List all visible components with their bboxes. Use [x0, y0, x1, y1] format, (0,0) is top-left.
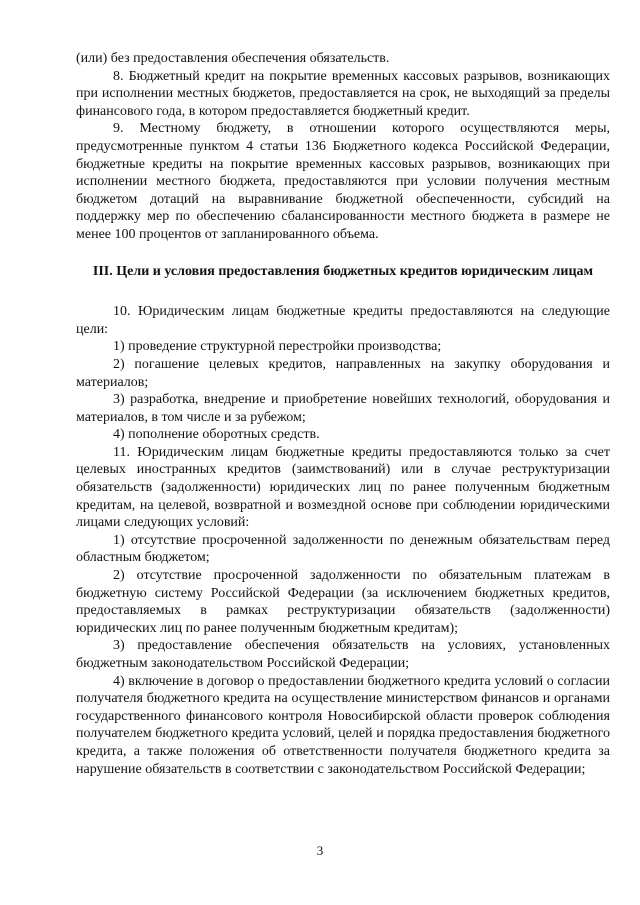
- paragraph-10: 10. Юридическим лицам бюджетные кредиты предоставляются на следующие цели:: [76, 304, 610, 337]
- section-heading: III. Цели и условия предоставления бюджетных кредитов юридическим лицам: [92, 263, 594, 279]
- paragraph-9: 9. Местному бюджету, в отношении которого осуществляются меры, предусмотренные пунктом 4 статьи 136 Бюджетного кодекса Российской Федерации, бюджетные кредиты на покрытие временных кассовых разрывов, возникающих при исполнении местного бюджета, предоставляются при условии получения местным бюджетом дотаций на выравнивание бюджетной обеспеченности, субсидий на поддержку мер по обеспечению сбалансированности местного бюджета в размере не менее 100 процентов от запланированного объема.: [76, 121, 610, 242]
- paragraph-11-item-4: 4) включение в договор о предоставлении бюджетного кредита условий о согласии получателя бюджетного кредита на осуществление министерством финансов и органами государственного финансового контроля Новосибирской области проверок соблюдения получателем бюджетного кредита условий, целей и порядка предоставления бюджетного кредита, а также положения об ответственности получателя бюджетного кредита за нарушение обязательств в соответствии с законодательством Российской Федерации;: [76, 673, 610, 777]
- paragraph-11: 11. Юридическим лицам бюджетные кредиты предоставляются только за счет целевых иностранных кредитов (заимствований) или в случае реструктуризации обязательств (задолженности) юридических лиц по ранее полученным бюджетным кредитам, на целевой, возвратной и возмездной основе при соблюдении юридическими лицами следующих условий:: [76, 444, 610, 531]
- page-number: 3: [316, 843, 324, 858]
- paragraph-10-item-4: 4) пополнение оборотных средств.: [113, 427, 320, 443]
- paragraph-11-item-1: 1) отсутствие просроченной задолженности по денежным обязательствам перед областным бюджетом;: [76, 532, 610, 566]
- document-page: [76, 50, 610, 778]
- paragraph-continuation: (или) без предоставления обеспечения обязательств.: [76, 51, 390, 66]
- paragraph-11-item-3: 3) предоставление обеспечения обязательств на условиях, установленных бюджетным законодательством Российской Федерации;: [76, 638, 610, 671]
- paragraph-8: 8. Бюджетный кредит на покрытие временных кассовых разрывов, возникающих при исполнении местных бюджетов, предоставляется на срок, не выходящий за пределы финансового года, в котором предоставляется бюджетный кредит.: [76, 68, 610, 119]
- paragraph-10-item-1: 1) проведение структурной перестройки производства;: [113, 339, 442, 355]
- paragraph-11-item-2: 2) отсутствие просроченной задолженности по обязательным платежам в бюджетную систему Российской Федерации (за исключением бюджетных кредитов, предоставляемых в рамках реструктуризации обязательств (задолженности) юридических лиц по ранее полученным бюджетным кредитам);: [76, 568, 610, 636]
- paragraph-10-item-3: 3) разработка, внедрение и приобретение новейших технологий, оборудования и материалов, в том числе и за рубежом;: [76, 392, 610, 425]
- paragraph-10-item-2: 2) погашение целевых кредитов, направленных на закупку оборудования и материалов;: [76, 356, 610, 390]
